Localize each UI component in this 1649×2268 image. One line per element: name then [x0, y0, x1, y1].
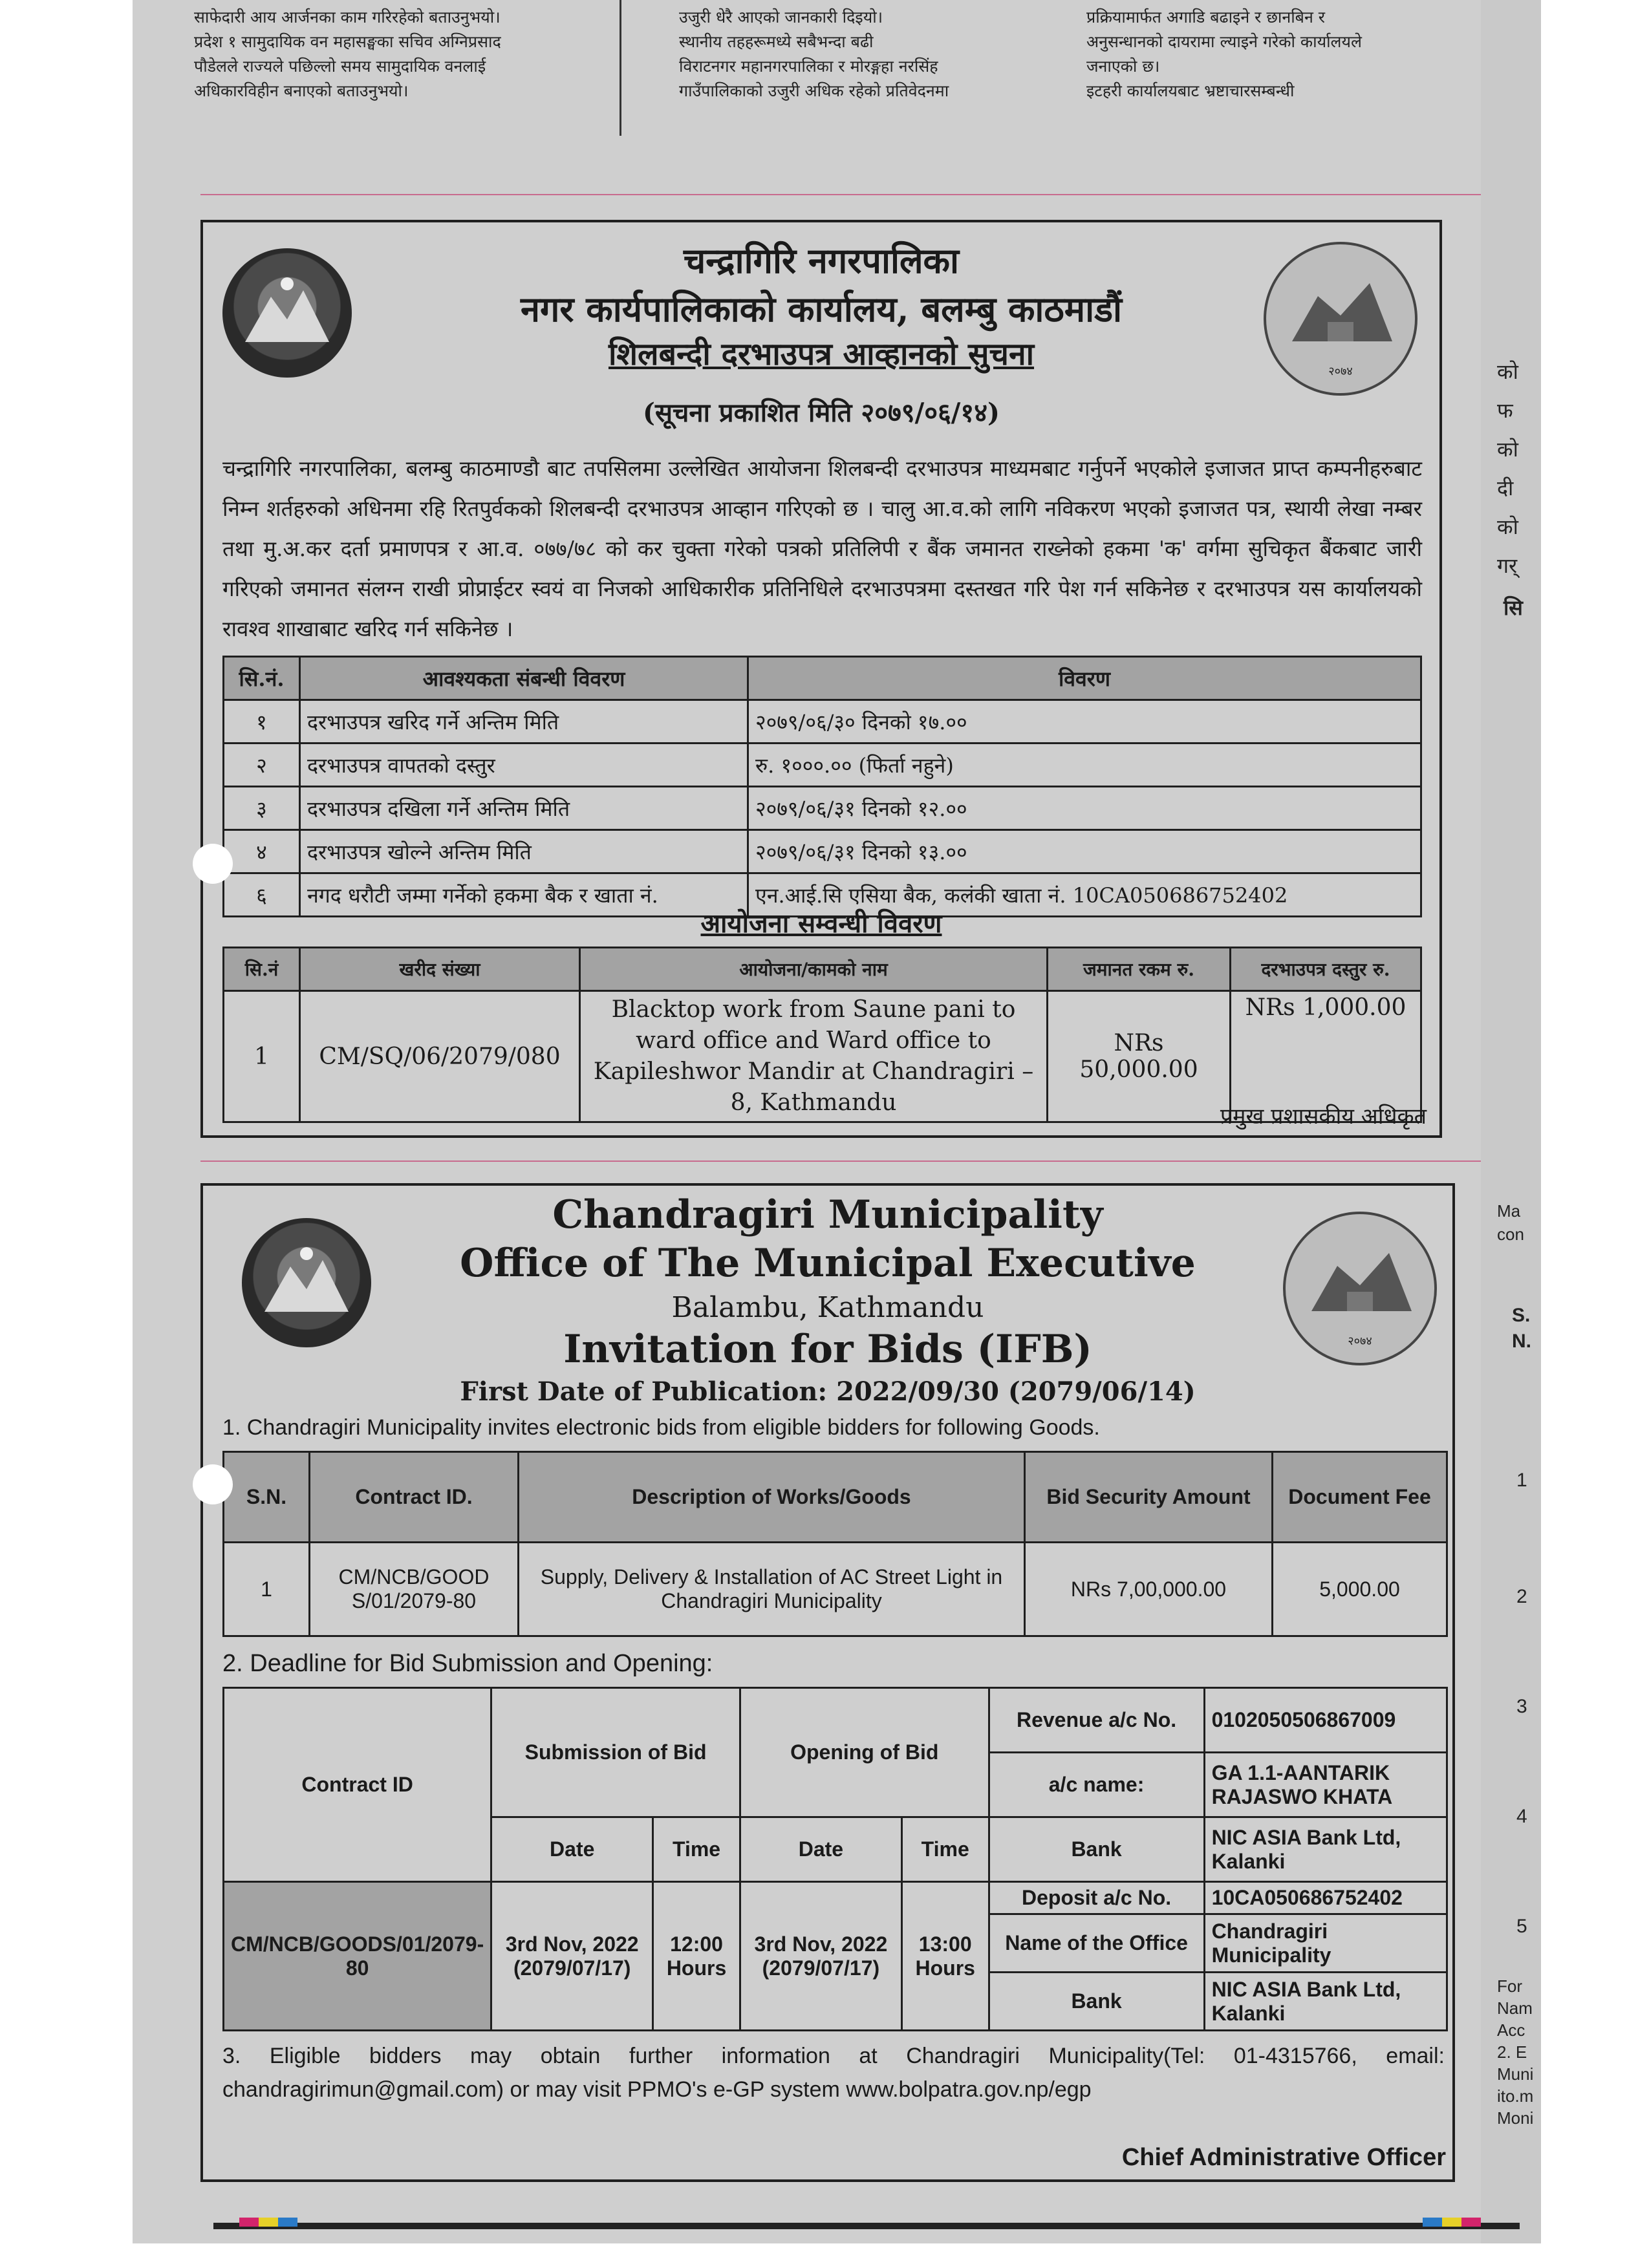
cell: Supply, Delivery & Installation of AC Street Light in Chandragiri Municipality [519, 1543, 1025, 1636]
cell: ३ [224, 787, 300, 830]
cell: 3rd Nov, 2022 (2079/07/17) [740, 1882, 901, 2031]
text-line: प्रक्रियामार्फत अगाडि बढाइने र छानबिन र [1086, 8, 1325, 27]
cell: 13:00 Hours [901, 1882, 989, 2031]
text-fragment: ito.m [1497, 2086, 1534, 2106]
cell: एन.आई.सि एसिया बैक, कलंकी खाता नं. 10CA050686752402 [748, 873, 1421, 917]
text-fragment: को [1497, 359, 1518, 384]
text-fragment: con [1497, 1225, 1524, 1244]
col-header: Document Fee [1273, 1452, 1447, 1543]
revenue-label: Revenue a/c No. [989, 1688, 1204, 1753]
text-fragment: Moni [1497, 2108, 1534, 2128]
text-fragment: Ma [1497, 1201, 1521, 1221]
deposit-label: Deposit a/c No. [989, 1882, 1204, 1914]
opening-header: Opening of Bid [740, 1688, 989, 1817]
notice-heading: Invitation for Bids (IFB) [563, 1327, 1092, 1372]
deadline-table [222, 1687, 1448, 2031]
cell: CM/NCB/GOOD S/01/2079-80 [310, 1543, 519, 1636]
text-fragment: सि [1503, 595, 1523, 620]
cell: २०७९/०६/३१ दिनको १३.०० [748, 830, 1421, 873]
text-fragment: 2. E [1497, 2042, 1527, 2062]
text-line: प्रदेश १ सामुदायिक वन महासङ्घका सचिव अग्निप्रसाद [194, 32, 501, 51]
text-line: अधिकारविहीन बनाएको बताउनुभयो। [194, 81, 409, 100]
registration-mark [259, 2218, 278, 2227]
cell: २०७९/०६/३० दिनको १७.०० [748, 700, 1421, 744]
cell: दरभाउपत्र खोल्ने अन्तिम मिति [300, 830, 748, 873]
cell: ६ [224, 873, 300, 917]
bank-label: Bank [989, 1817, 1204, 1882]
ac-name-label: a/c name: [989, 1753, 1204, 1817]
registration-mark [1461, 2218, 1481, 2227]
column-rule [620, 0, 621, 136]
table-row [224, 700, 1421, 744]
notice-subtitle: Office of The Municipal Executive [460, 1241, 1196, 1286]
cell: २०७९/०६/३१ दिनको १२.०० [748, 787, 1421, 830]
notice-body: चन्द्रागिरि नगरपालिका, बलम्बु काठमाण्डौ बाट तपसिलमा उल्लेखित आयोजना शिलबन्दी दरभाउपत्र माध्यमबाट गर्नुपर्ने भएकोले इजाजत प्राप्त कम्पनीहरुबाट निम्न शर्तहरुको अधिनमा रहि रितपुर्वकको शिलबन्दी दरभाउपत्र आव्हान गरिएको छ । चालु आ.व.को लागि नविकरण भएको इजाजत पत्र, स्थायी लेखा नम्बर तथा मु.अ.कर दर्ता प्रमाणपत्र र आ.व. ०७७/७८ को कर चुक्ता गरेको पत्रको प्रतिलिपी र बैंक जमानत राख्नेको हकमा 'क' वर्गमा सुचिकृत बैंकबाट जारी गरिएको जमानत संलग्न राखी प्रोप्राईटर स्वयं वा निजको आधिकारीक प्रतिनिधिले दरभाउपत्रमा दस्तखत गरि पेश गर्न सकिनेछ र दरभाउपत्र यस कार्यालयको रावश्व शाखाबाट खरिद गर्न सकिनेछ । [222, 456, 1422, 641]
text-line: साफेदारी आय आर्जनका काम गरिरहेको बताउनुभयो। [194, 8, 501, 27]
notice-heading: शिलबन्दी दरभाउपत्र आव्हानको सुचना [608, 336, 1035, 372]
cell: १ [224, 700, 300, 744]
cell: ४ [224, 830, 300, 873]
text-fragment: 4 [1516, 1806, 1527, 1827]
contract-id-header: Contract ID [224, 1688, 491, 1882]
bank-value: NIC ASIA Bank Ltd, Kalanki [1204, 1817, 1447, 1882]
notice-location: Balambu, Kathmandu [671, 1291, 984, 1324]
col-header: Bid Security Amount [1025, 1452, 1273, 1543]
text-fragment: 3 [1516, 1696, 1527, 1717]
col-header: Date [491, 1817, 653, 1882]
cell: CM/NCB/GOODS/01/2079-80 [224, 1882, 491, 2031]
text-line: उजुरी धेरै आएको जानकारी दिइयो। [679, 8, 883, 27]
adjacent-column-strip [1481, 0, 1541, 2243]
table-row [224, 830, 1421, 873]
text-fragment: Nam [1497, 1998, 1533, 2018]
cell: 1 [224, 1543, 310, 1636]
text-fragment: फ [1497, 398, 1513, 423]
bank-value: NIC ASIA Bank Ltd, Kalanki [1204, 1973, 1447, 2031]
right-edge-fragment [1497, 1199, 1524, 1246]
text-line: जनाएको छ। [1086, 57, 1160, 76]
publication-date: (सूचना प्रकाशित मिति २०७९/०६/१४) [643, 398, 1000, 428]
cell: NRs 1,000.00 [1231, 991, 1421, 1122]
table-row [224, 1543, 1447, 1636]
col-header: Contract ID. [310, 1452, 519, 1543]
notice-subtitle: नगर कार्यपालिकाको कार्यालय, बलम्बु काठमाडौं [521, 288, 1122, 330]
submission-header: Submission of Bid [491, 1688, 740, 1817]
cell: NRs 7,00,000.00 [1025, 1543, 1273, 1636]
cell: २ [224, 744, 300, 787]
print-registration-bar [213, 2223, 1520, 2229]
notice-title: चन्द्रागिरि नगरपालिका [683, 240, 960, 281]
cell: NRs 50,000.00 [1048, 991, 1231, 1122]
text-line: विराटनगर महानगरपालिका र मोरङ्गहा नरसिंह [679, 57, 938, 76]
text-line: गाउँपालिकाको उजुरी अधिक रहेको प्रतिवेदनमा [679, 81, 949, 100]
notice-title: Chandragiri Municipality [552, 1192, 1103, 1237]
pink-divider [200, 194, 1481, 195]
cell: दरभाउपत्र दखिला गर्ने अन्तिम मिति [300, 787, 748, 830]
cell: CM/SQ/06/2079/080 [300, 991, 580, 1122]
text-fragment: को [1497, 437, 1518, 462]
cell: 5,000.00 [1273, 1543, 1447, 1636]
top-article-col3 [1086, 5, 1468, 103]
publication-date: First Date of Publication: 2022/09/30 (2079/06/14) [460, 1376, 1196, 1407]
item-3: 3. Eligible bidders may obtain further information at Chandragiri Municipality(Tel: 01-4315766, email: chandragirimun@gmail.com) or may visit PPMO's e-GP system www.bolpatra.gov.np/egp [222, 2044, 1445, 2102]
right-edge-fragment [1497, 352, 1518, 585]
cell: 1 [224, 991, 300, 1122]
text-line: अनुसन्धानको दायरामा ल्याइने गरेको कार्यालयले [1086, 32, 1362, 51]
table-row [224, 744, 1421, 787]
col-header: Time [901, 1817, 989, 1882]
text-fragment: 5 [1516, 1916, 1527, 1937]
punch-hole [193, 1464, 233, 1504]
revenue-value: 0102050506867009 [1204, 1688, 1447, 1753]
text-fragment: गर् [1497, 553, 1518, 578]
col-header: आयोजना/कामको नाम [580, 948, 1048, 991]
cell: दरभाउपत्र खरिद गर्ने अन्तिम मिति [300, 700, 748, 744]
text-fragment: को [1497, 515, 1518, 539]
text-fragment: Acc [1497, 2020, 1525, 2040]
text-line: इटहरी कार्यालयबाट भ्रष्टाचारसम्बन्धी [1086, 81, 1295, 100]
text-fragment: S. N. [1512, 1305, 1531, 1352]
col-header: दरभाउपत्र दस्तुर रु. [1231, 948, 1421, 991]
office-value: Chandragiri Municipality [1204, 1914, 1447, 1973]
top-article-col2 [679, 5, 1067, 103]
pink-divider [200, 1161, 1481, 1162]
cell: रु. १०००.०० (फिर्ता नहुने) [748, 744, 1421, 787]
cell: 3rd Nov, 2022 (2079/07/17) [491, 1882, 653, 2031]
cell: 12:00 Hours [653, 1882, 740, 2031]
text-fragment: 1 [1516, 1470, 1527, 1491]
cell: दरभाउपत्र वापतको दस्तुर [300, 744, 748, 787]
office-label: Name of the Office [989, 1914, 1204, 1973]
project-table [222, 947, 1422, 1123]
cell: Blacktop work from Saune pani to ward office and Ward office to Kapileshwor Mandir at Chandragiri – 8, Kathmandu [580, 991, 1048, 1122]
nepali-notice-box [200, 220, 1442, 1138]
item-1: 1. Chandragiri Municipality invites electronic bids from eligible bidders for following Goods. [222, 1415, 1100, 1440]
col-header: विवरण [748, 657, 1421, 700]
ac-name-value: GA 1.1-AANTARIK RAJASWO KHATA [1204, 1753, 1447, 1817]
logo-year: २०७४ [1328, 365, 1353, 378]
col-header: आवश्यकता संबन्धी विवरण [300, 657, 748, 700]
col-header: Description of Works/Goods [519, 1452, 1025, 1543]
signature-english: Chief Administrative Officer [1121, 2144, 1446, 2171]
text-fragment: दी [1497, 476, 1514, 500]
col-header: खरीद संख्या [300, 948, 580, 991]
text-line: स्थानीय तहहरूमध्ये सबैभन्दा बढी [679, 32, 874, 51]
col-header: सि.नं [224, 948, 300, 991]
col-header: सि.नं. [224, 657, 300, 700]
requirements-table [222, 656, 1422, 917]
registration-mark [1423, 2218, 1442, 2227]
col-header: जमानत रकम रु. [1048, 948, 1231, 991]
text-fragment: 2 [1516, 1586, 1527, 1607]
bank-label: Bank [989, 1973, 1204, 2031]
cell: नगद धरौटी जम्मा गर्नेको हकमा बैक र खाता नं. [300, 873, 748, 917]
top-article-col1 [194, 5, 608, 103]
text-line: पौडेलले राज्यले पछिल्लो समय सामुदायिक वनलाई [194, 57, 486, 76]
signature-nepali: प्रमुख प्रशासकीय अधिकृत [1220, 1104, 1427, 1129]
col-header: Time [653, 1817, 740, 1882]
col-header: Date [740, 1817, 901, 1882]
right-edge-fragment [1497, 1975, 1533, 2129]
registration-mark [1442, 2218, 1461, 2227]
goods-table [222, 1451, 1448, 1637]
text-fragment: Muni [1497, 2064, 1534, 2084]
text-fragment: For [1497, 1976, 1522, 1996]
table-row [224, 787, 1421, 830]
project-heading: आयोजना सम्वन्धी विवरण [700, 908, 942, 939]
item-2: 2. Deadline for Bid Submission and Opening: [222, 1650, 713, 1677]
registration-mark [239, 2218, 259, 2227]
logo-year: २०७४ [1348, 1334, 1372, 1348]
punch-hole [193, 844, 233, 884]
col-header: S.N. [224, 1452, 310, 1543]
registration-mark [278, 2218, 297, 2227]
english-notice-box [200, 1183, 1455, 2182]
deposit-value: 10CA050686752402 [1204, 1882, 1447, 1914]
